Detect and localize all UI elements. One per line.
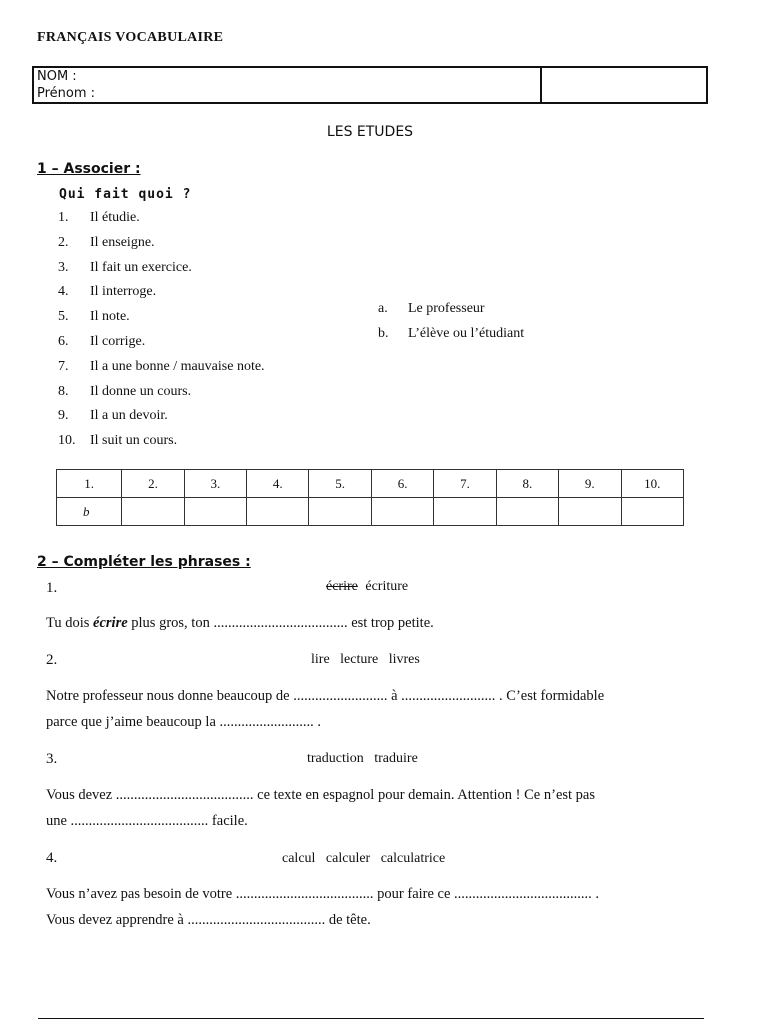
list-item xyxy=(58,256,265,281)
section1-heading: 1 – Associer : xyxy=(37,161,141,177)
item-number: 5. xyxy=(58,309,69,325)
table-answer-row xyxy=(57,498,684,526)
choice-item xyxy=(378,296,524,321)
item-text: Il corrige. xyxy=(90,333,146,349)
list-item xyxy=(58,280,265,305)
list-item xyxy=(58,380,265,405)
answer-cell[interactable] xyxy=(247,498,309,526)
word: écriture xyxy=(365,579,409,594)
exercise-2-line-2: parce que j’aime beaucoup la .......................... . xyxy=(46,714,322,730)
choice-letter: a. xyxy=(378,301,388,316)
item-text: Il donne un cours. xyxy=(90,383,192,399)
item-text: Il note. xyxy=(90,309,130,325)
answer-cell[interactable] xyxy=(559,498,621,526)
answer-table xyxy=(56,469,684,526)
table-header-row xyxy=(57,470,684,498)
prenom-label: Prénom : xyxy=(37,86,96,101)
exercise-4-line-2: Vous devez apprendre à ...................................... de tête. xyxy=(46,912,371,928)
exercise-1-word-set xyxy=(326,579,408,595)
exercise-3-line-1: Vous devez ...................................... ce texte en espagnol pour demain. Attention ! Ce n’est pas xyxy=(46,787,596,803)
list-item xyxy=(58,231,265,256)
list-item xyxy=(58,429,265,454)
item-text: Il a une bonne / mauvaise note. xyxy=(90,358,265,374)
page-title: LES ETUDES xyxy=(326,124,414,140)
exercise-2-number: 2. xyxy=(46,652,58,668)
statement-list xyxy=(58,206,265,454)
identity-fields xyxy=(34,68,542,102)
choice-letter: b. xyxy=(378,326,389,341)
item-number: 2. xyxy=(58,234,69,250)
item-text: Il étudie. xyxy=(90,210,140,225)
exercise-3-line-2: une ...................................... facile. xyxy=(46,813,248,829)
item-number: 8. xyxy=(58,383,69,399)
item-text: Il interroge. xyxy=(90,284,157,300)
answer-cell[interactable] xyxy=(371,498,433,526)
exercise-4-word-set: calcul calculer calculatrice xyxy=(282,851,446,866)
answer-cell[interactable] xyxy=(122,498,184,526)
document-header: FRANÇAIS VOCABULAIRE xyxy=(37,30,224,45)
table-header-cell: 5. xyxy=(309,470,371,498)
exercise-2-line-1: Notre professeur nous donne beaucoup de .......................... à .......................... . C’est formidable xyxy=(46,688,605,704)
item-number: 6. xyxy=(58,333,69,349)
struck-word: écrire xyxy=(326,579,358,594)
exercise-4-line-1: Vous n’avez pas besoin de votre ...................................... pour faire ce ...................................... . xyxy=(46,886,600,902)
exercise-1-sentence xyxy=(46,610,434,636)
answer-cell[interactable] xyxy=(309,498,371,526)
section2-heading: 2 – Compléter les phrases : xyxy=(37,554,251,570)
sentence-text: Tu dois xyxy=(46,615,94,631)
table-header-cell: 10. xyxy=(621,470,684,498)
exercise-2-word-set: lire lecture livres xyxy=(311,652,420,667)
section1-subheading: Qui fait quoi ? xyxy=(59,187,192,202)
table-header-cell: 8. xyxy=(496,470,558,498)
answer-cell[interactable] xyxy=(434,498,496,526)
table-header-cell: 9. xyxy=(559,470,621,498)
answer-cell[interactable] xyxy=(621,498,684,526)
choice-item xyxy=(378,321,524,346)
table-header-cell: 1. xyxy=(57,470,122,498)
item-number: 4. xyxy=(58,284,69,300)
list-item xyxy=(58,305,265,330)
emphasized-word: écrire xyxy=(93,615,128,631)
item-number: 9. xyxy=(58,408,69,424)
identity-box xyxy=(32,66,708,104)
nom-label: NOM : xyxy=(37,69,77,84)
choice-text: L’élève ou l’étudiant xyxy=(408,326,525,341)
list-item xyxy=(58,355,265,380)
item-number: 1. xyxy=(58,210,69,225)
list-item xyxy=(58,404,265,429)
table-header-cell: 3. xyxy=(184,470,246,498)
list-item xyxy=(58,206,265,231)
choice-text: Le professeur xyxy=(408,301,485,316)
choice-list xyxy=(378,296,524,346)
item-text: Il enseigne. xyxy=(90,234,155,250)
table-header-cell: 6. xyxy=(371,470,433,498)
item-number: 3. xyxy=(58,259,69,275)
exercise-4-number: 4. xyxy=(46,850,58,866)
grade-box xyxy=(542,68,706,102)
list-item xyxy=(58,330,265,355)
item-text: Il a un devoir. xyxy=(90,408,168,424)
answer-cell[interactable]: b xyxy=(57,498,122,526)
answer-cell[interactable] xyxy=(184,498,246,526)
footer-divider xyxy=(38,1018,704,1019)
table-header-cell: 2. xyxy=(122,470,184,498)
answer-cell[interactable] xyxy=(496,498,558,526)
exercise-3-word-set: traduction traduire xyxy=(307,751,418,766)
table-header-cell: 4. xyxy=(247,470,309,498)
item-number: 7. xyxy=(58,358,69,374)
sentence-text: plus gros, ton ..................................... est trop petite. xyxy=(127,615,434,631)
table-header-cell: 7. xyxy=(434,470,496,498)
item-text: Il suit un cours. xyxy=(90,433,178,449)
exercise-3-number: 3. xyxy=(46,751,58,767)
exercise-1-number: 1. xyxy=(46,580,58,596)
item-number: 10. xyxy=(58,433,76,449)
item-text: Il fait un exercice. xyxy=(90,259,192,275)
